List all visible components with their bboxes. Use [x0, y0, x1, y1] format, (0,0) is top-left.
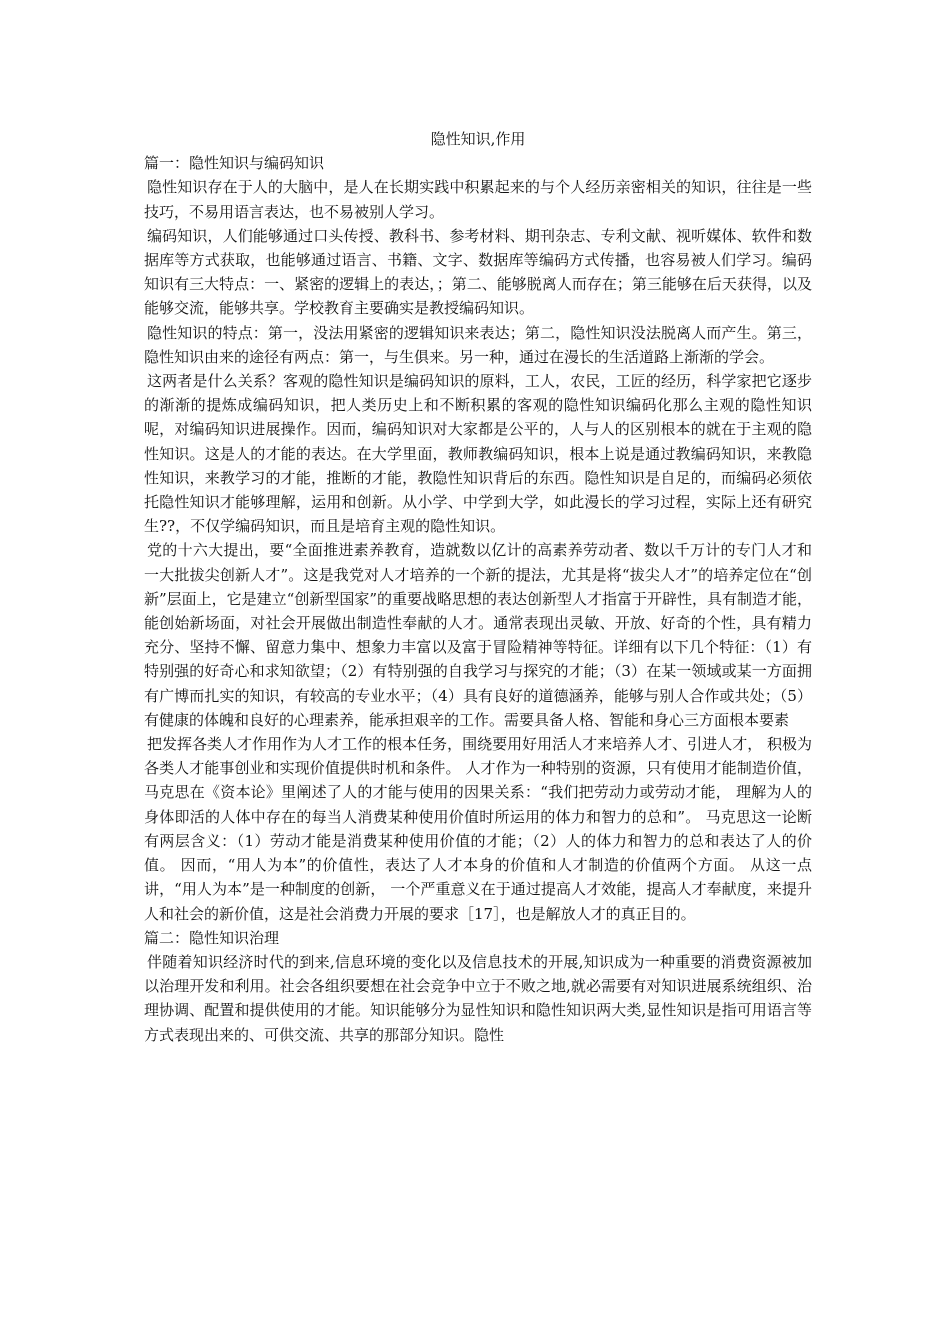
- paragraph: 这两者是什么关系？客观的隐性知识是编码知识的原料，工人，农民，工匠的经历，科学家把它逐步的渐渐的提炼成编码知识，把人类历史上和不断积累的客观的隐性知识编码化那么主观的隐性知识呢，对编码知识进展操作。因而，编码知识对大家都是公平的，人与人的区别根本的就在于主观的隐性知识。这是人的才能的表达。在大学里面，教师教编码知识，根本上说是通过教编码知识，来教隐性知识，来教学习的才能，推断的才能，教隐性知识背后的东西。隐性知识是自足的，而编码必须依托隐性知识才能够理解，运用和创新。从小学、中学到大学，如此漫长的学习过程，实际上还有研究生??，不仅学编码知识，而且是培育主观的隐性知识。: [144, 372, 812, 536]
- paragraph: 编码知识，人们能够通过口头传授、教科书、参考材料、期刊杂志、专利文献、视听媒体、软件和数据库等方式获取，也能够通过语言、书籍、文字、数据库等编码方式传播，也容易被人们学习。编码知识有三大特点：一、紧密的逻辑上的表达，；第二、能够脱离人而存在；第三能够在后天获得，以及能够交流，能够共享。学校教育主要确实是教授编码知识。: [144, 226, 812, 318]
- paragraph: 伴随着知识经济时代的到来,信息环境的变化以及信息技术的开展,知识成为一种重要的消费资源被加以治理开发和利用。社会各组织要想在社会竞争中立于不败之地,就必需要有对知识进展系统组织、治理协调、配置和提供使用的才能。知识能够分为显性知识和隐性知识两大类,显性知识是指可用语言等方式表现出来的、可供交流、共享的那部分知识。隐性: [144, 952, 812, 1044]
- section2-heading: 篇二：隐性知识治理: [144, 928, 280, 947]
- paragraph: 把发挥各类人才作用作为人才工作的根本任务，围绕要用好用活人才来培养人才、引进人才， 积极为各类人才能事创业和实现价值提供时机和条件。 人才作为一种特别的资源，只有使用才能制造价值，马克思在《资本论》里阐述了人的才能与使用的因果关系：“我们把劳动力或劳动才能， 理解为人的身体即活的人体中存在的每当人消费某种使用价值时所运用的体力和智力的总和”。 马克思这一论断有两层含义：（1）劳动才能是消费某种使用价值的才能；（2）人的体力和智力的总和表达了人的价值。 因而，“用人为本”的价值性，表达了人才本身的价值和人才制造的价值两个方面。 从这一点讲，“用人为本”是一种制度的创新， 一个严重意义在于通过提高人才效能，提高人才奉献度，来提升人和社会的新价值，这是社会消费力开展的要求［17］，也是解放人才的真正目的。: [144, 735, 812, 923]
- document-body: [144, 127, 812, 1047]
- paragraph: 隐性知识的特点：第一，没法用紧密的逻辑知识来表达；第二，隐性知识没法脱离人而产生。第三，隐性知识由来的途径有两点：第一，与生俱来。另一种，通过在漫长的生活道路上渐渐的学会。: [144, 323, 812, 366]
- paragraph: 隐性知识存在于人的大脑中，是人在长期实践中积累起来的与个人经历亲密相关的知识，往往是一些技巧，不易用语言表达，也不易被别人学习。: [144, 178, 812, 221]
- paragraph: 党的十六大提出，要“全面推进素养教育，造就数以亿计的高素养劳动者、数以千万计的专门人才和一大批拔尖创新人才”。这是我党对人才培养的一个新的提法，尤其是将“拔尖人才”的培养定位在“创新”层面上，它是建立“创新型国家”的重要战略思想的表达创新型人才指富于开辟性，具有制造才能，能创始新场面，对社会开展做出制造性奉献的人才。通常表现出灵敏、开放、好奇的个性，具有精力充分、坚持不懈、留意力集中、想象力丰富以及富于冒险精神等特征。详细有以下几个特征：（1）有特别强的好奇心和求知欲望；（2）有特别强的自我学习与探究的才能；（3）在某一领域或某一方面拥有广博而扎实的知识，有较高的专业水平；（4）具有良好的道德涵养，能够与别人合作或共处；（5）有健康的体魄和良好的心理素养，能承担艰辛的工作。需要具备人格、智能和身心三方面根本要素: [144, 541, 813, 729]
- document-title: 隐性知识,作用: [430, 130, 526, 148]
- section1-heading: 篇一：隐性知识与编码知识: [144, 154, 325, 173]
